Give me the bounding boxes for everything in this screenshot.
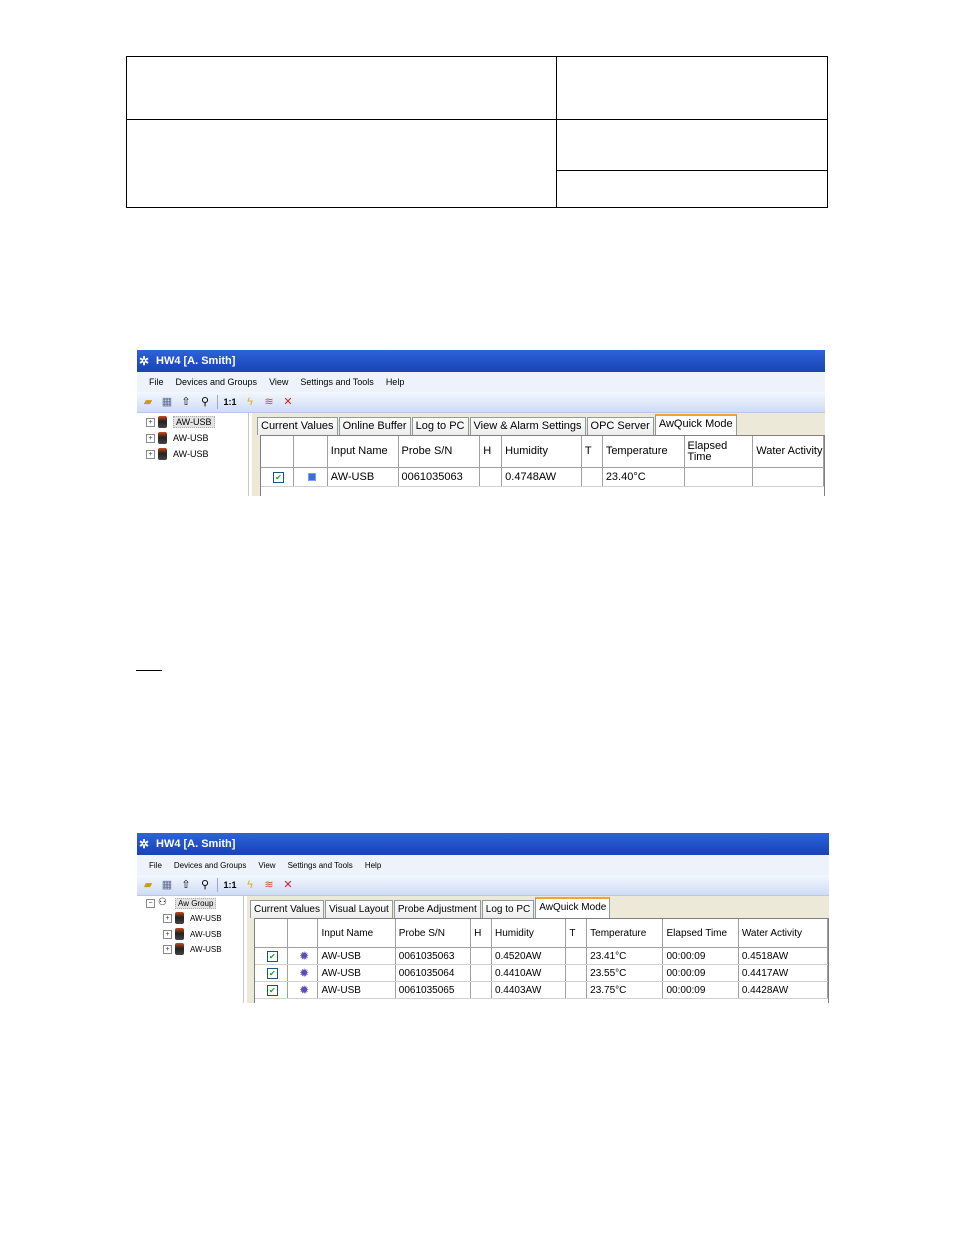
tab-awquick-mode[interactable]: AwQuick Mode [535,897,610,918]
tree-item-label: AW-USB [173,433,209,443]
data-grid [254,918,829,1003]
tree-item-label: AW-USB [173,416,215,428]
column-header-check [255,919,288,947]
grid-header [261,436,824,468]
title-bar [137,833,829,855]
tab-current-values[interactable]: Current Values [250,900,324,918]
toolbar [137,392,825,413]
toolbar-separator [217,395,218,409]
cell-t [566,965,587,981]
cell-temperature: 23.55°C [587,965,663,981]
tab-online-buffer[interactable]: Online Buffer [339,417,411,435]
tab-visual-layout[interactable]: Visual Layout [325,900,393,918]
app-window-1 [137,350,825,496]
device-tree [137,413,249,496]
cell-t [566,948,587,964]
checkbox[interactable]: ✔ [267,968,278,979]
lightning-icon[interactable]: ϟ [247,879,253,891]
menu-devices-and-groups[interactable]: Devices and Groups [173,860,247,870]
probe-icon [175,928,184,940]
menu-file[interactable]: File [149,377,164,387]
main-panel [252,413,825,496]
menu-settings-and-tools[interactable]: Settings and Tools [287,860,353,870]
column-header-input-name[interactable]: Input Name [318,919,395,947]
tree-item[interactable] [146,431,209,445]
cell-elapsed-time [685,468,754,486]
column-header-t[interactable]: T [566,919,587,947]
search-icon[interactable]: ⚲ [200,879,210,891]
tab-current-values[interactable]: Current Values [257,417,338,435]
tab-strip [247,896,829,918]
column-header-water-activity[interactable]: Water Activity [753,436,824,467]
search-icon[interactable]: ⚲ [200,396,210,408]
ratio-button[interactable]: 1:1 [223,397,237,407]
checkbox[interactable]: ✔ [267,985,278,996]
cell-input-name: AW-USB [318,948,395,964]
menu-view[interactable]: View [258,860,276,870]
menu-file[interactable]: File [149,860,162,870]
column-header-humidity[interactable]: Humidity [492,919,566,947]
probe-icon [175,912,184,924]
column-header-elapsed-time[interactable]: Elapsed Time [685,436,754,467]
data-grid [260,435,825,496]
cell-temperature: 23.41°C [587,948,663,964]
tree-item[interactable] [163,911,222,925]
cell-h [471,982,492,998]
cell-h [471,948,492,964]
calculator-icon[interactable]: ▦ [161,879,173,891]
open-folder-icon[interactable]: ▰ [143,396,153,408]
cell-input-name: AW-USB [328,468,399,486]
cell-t [566,982,587,998]
column-header-t[interactable]: T [582,436,603,467]
device-tree [137,896,244,1003]
cell-input-name: AW-USB [318,965,395,981]
tab-awquick-mode[interactable]: AwQuick Mode [655,414,737,435]
column-header-elapsed-time[interactable]: Elapsed Time [663,919,738,947]
expand-icon[interactable]: + [163,914,172,923]
cell-humidity: 0.4410AW [492,965,566,981]
main-panel [247,896,829,1003]
column-header-status [294,436,328,467]
tree-item[interactable] [163,927,222,941]
probe-icon [175,943,184,955]
probe-icon [158,416,167,428]
tree-item[interactable] [146,447,209,461]
cell-probe-sn: 0061035065 [396,982,471,998]
tree-item-label: AW-USB [190,913,222,923]
cell-humidity: 0.4403AW [492,982,566,998]
group-icon: ⚇ [158,897,167,908]
expand-icon[interactable]: + [146,450,155,459]
tab-log-to-pc[interactable]: Log to PC [482,900,534,918]
close-icon[interactable]: ✕ [283,396,293,408]
window-title: HW4 [A. Smith] [156,838,236,850]
tree-item-label: AW-USB [190,929,222,939]
tree-item[interactable] [146,415,215,429]
probe-icon [158,432,167,444]
app-window-2 [137,833,829,1003]
collapse-icon[interactable]: − [146,899,155,908]
window-title: HW4 [A. Smith] [156,355,236,367]
gear-icon: ✹ [299,966,310,980]
cell-water-activity: 0.4428AW [739,982,828,998]
gear-icon: ✹ [299,949,310,963]
tab-probe-adjustment[interactable]: Probe Adjustment [394,900,481,918]
column-header-temperature[interactable]: Temperature [603,436,685,467]
table-divider-vertical [556,57,557,207]
calculator-icon[interactable]: ▦ [161,396,173,408]
tree-item-label: AW-USB [173,449,209,459]
menu-bar [137,372,825,393]
table-row[interactable] [255,965,828,982]
cell-elapsed-time: 00:00:09 [663,948,738,964]
column-header-probe-sn[interactable]: Probe S/N [396,919,471,947]
title-bar [137,350,825,372]
cell-water-activity: 0.4417AW [739,965,828,981]
column-header-humidity[interactable]: Humidity [502,436,582,467]
menu-help[interactable]: Help [364,860,382,870]
checkbox[interactable]: ✔ [273,472,284,483]
table-divider-row-1 [127,119,827,120]
cell-humidity: 0.4748AW [502,468,582,486]
menu-help[interactable]: Help [385,377,405,387]
menu-devices-and-groups[interactable]: Devices and Groups [175,377,258,387]
probe-icon [158,448,167,460]
cell-elapsed-time: 00:00:09 [663,965,738,981]
tab-strip [252,413,825,435]
lightning-icon[interactable]: ϟ [247,396,253,408]
info-table [126,56,828,208]
menu-bar [137,855,829,876]
app-icon: ✲ [139,354,150,368]
table-row[interactable] [255,948,828,965]
tree-group[interactable] [146,896,216,910]
cell-temperature: 23.40°C [603,468,685,486]
column-header-status [288,919,319,947]
expand-icon[interactable]: + [163,930,172,939]
upload-arrow-icon[interactable]: ⇧ [181,396,191,408]
cell-water-activity [753,468,824,486]
column-header-temperature[interactable]: Temperature [587,919,663,947]
app-icon: ✲ [139,837,150,851]
tree-group-label: Aw Group [175,898,216,909]
column-header-h[interactable]: H [480,436,502,467]
cell-input-name: AW-USB [318,982,395,998]
cell-h [471,965,492,981]
tab-opc-server[interactable]: OPC Server [587,417,654,435]
cell-temperature: 23.75°C [587,982,663,998]
wave-icon[interactable]: ≋ [264,396,274,408]
status-square-icon [308,473,316,481]
menu-settings-and-tools[interactable]: Settings and Tools [300,377,374,387]
cell-humidity: 0.4520AW [492,948,566,964]
column-header-input-name[interactable]: Input Name [328,436,399,467]
close-icon[interactable]: ✕ [283,879,293,891]
tree-item[interactable] [163,942,222,956]
cell-t [582,468,603,486]
expand-icon[interactable]: + [163,945,172,954]
cell-probe-sn: 0061035064 [396,965,471,981]
column-header-probe-sn[interactable]: Probe S/N [399,436,481,467]
ratio-button[interactable]: 1:1 [223,880,237,890]
menu-view[interactable]: View [269,377,289,387]
expand-icon[interactable]: + [146,434,155,443]
table-row[interactable] [261,468,824,487]
open-folder-icon[interactable]: ▰ [143,879,153,891]
column-header-check [261,436,294,467]
wave-icon[interactable]: ≋ [264,879,274,891]
cell-water-activity: 0.4518AW [739,948,828,964]
table-row[interactable] [255,982,828,999]
tab-log-to-pc[interactable]: Log to PC [412,417,469,435]
note-underline [136,670,162,671]
cell-probe-sn: 0061035063 [399,468,481,486]
cell-elapsed-time: 00:00:09 [663,982,738,998]
upload-arrow-icon[interactable]: ⇧ [181,879,191,891]
tab-view-alarm-settings[interactable]: View & Alarm Settings [470,417,586,435]
column-header-h[interactable]: H [471,919,492,947]
checkbox[interactable]: ✔ [267,951,278,962]
gear-icon: ✹ [299,983,310,997]
cell-probe-sn: 0061035063 [396,948,471,964]
column-header-water-activity[interactable]: Water Activity [739,919,828,947]
cell-h [480,468,502,486]
expand-icon[interactable]: + [146,418,155,427]
toolbar [137,875,829,896]
toolbar-separator [217,878,218,892]
tree-item-label: AW-USB [190,944,222,954]
table-divider-row-2 [556,170,827,171]
grid-header [255,919,828,948]
